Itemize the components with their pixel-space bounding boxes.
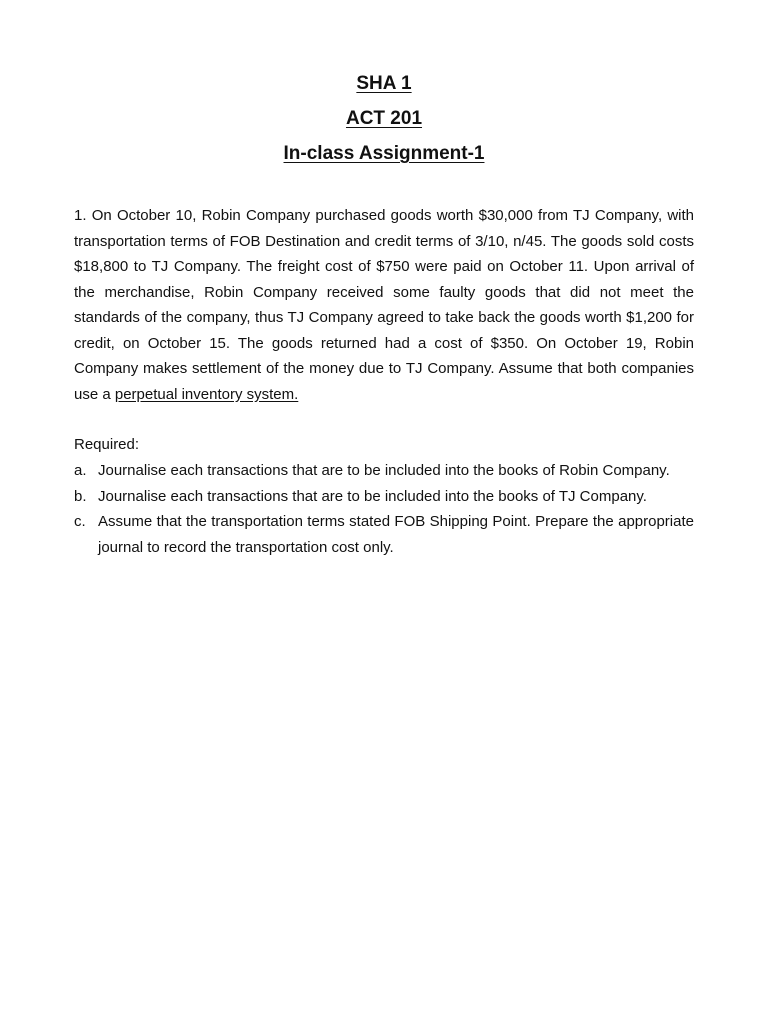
question-paragraph <box>74 203 694 407</box>
question-text: 1. On October 10, Robin Company purchased goods worth $30,000 from TJ Company, with transportation terms of FOB Destination and credit terms of 3/10, n/45. The goods sold costs $18,800 to TJ Company. The freight cost of $750 were paid on October 11. Upon arrival of the merchandise, Robin Company received some faulty goods that did not meet the standards of the company, thus TJ Company agreed to take back the goods worth $1,200 for credit, on October 15. The goods returned had a cost of $350. On October 19, Robin Company makes settlement of the money due to TJ Company. Assume that both companies use a <box>74 207 694 403</box>
list-marker: a. <box>74 462 87 479</box>
list-marker: b. <box>74 487 87 505</box>
document-header <box>0 66 768 171</box>
list-item-text: Journalise each transactions that are to be included into the books of Robin Company. <box>98 462 670 479</box>
list-marker: c. <box>74 513 86 530</box>
required-item-b <box>74 484 694 510</box>
required-label: Required: <box>74 436 140 453</box>
underlined-term: perpetual inventory system. <box>114 385 299 403</box>
course-name-title: ACT 201 <box>345 108 423 129</box>
list-item-text: Assume that the transportation terms stated FOB Shipping Point. Prepare the appropriate journal to record the transportation cost only. <box>98 513 694 556</box>
required-item-c <box>74 509 694 560</box>
course-code-title: SHA 1 <box>356 73 412 94</box>
required-item-a <box>74 458 694 484</box>
list-item-text: Journalise each transactions that are to be included into the books of TJ Company. <box>98 487 647 505</box>
assignment-title: In-class Assignment-1 <box>283 143 485 164</box>
required-list <box>74 458 694 560</box>
